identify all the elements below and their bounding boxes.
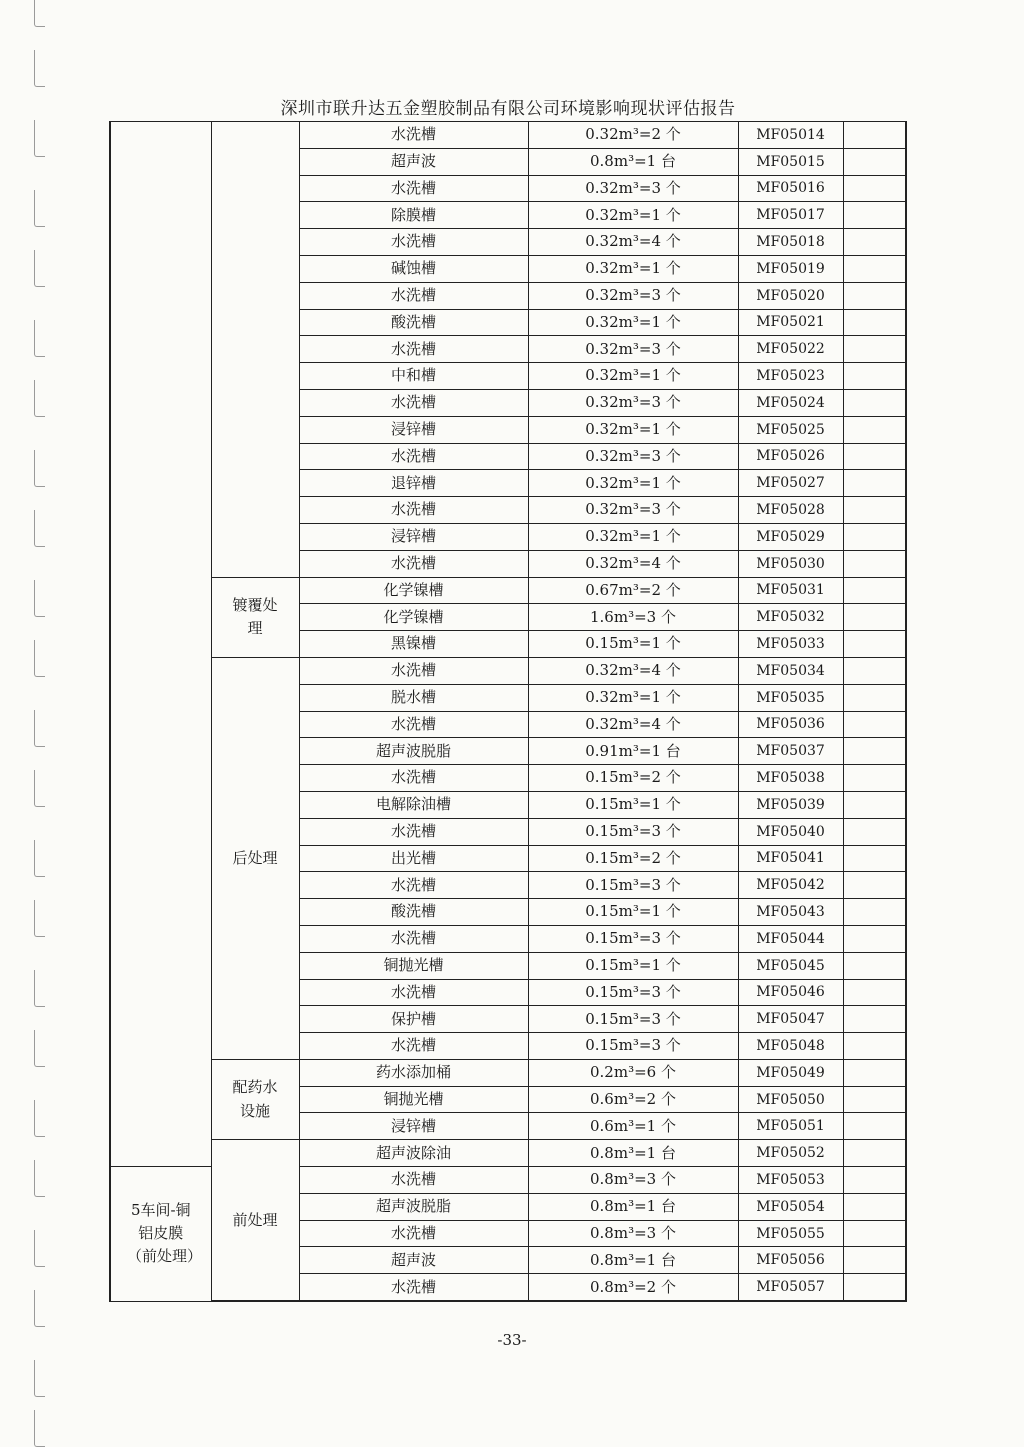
table-row: [110, 122, 906, 149]
remark-cell: [843, 1140, 906, 1167]
equipment-spec-cell: 0.15m³=3 个: [528, 925, 738, 952]
equipment-name-cell: 中和槽: [299, 363, 528, 390]
binding-hole: [34, 770, 45, 807]
equipment-name-cell: 超声波脱脂: [299, 738, 528, 765]
equipment-spec-cell: 0.32m³=1 个: [528, 363, 738, 390]
equipment-name-cell: 水洗槽: [299, 711, 528, 738]
equipment-code-cell: MF05033: [738, 631, 843, 658]
equipment-spec-cell: 0.32m³=1 个: [528, 202, 738, 229]
remark-cell: [843, 818, 906, 845]
equipment-spec-cell: 0.32m³=3 个: [528, 443, 738, 470]
equipment-code-cell: MF05026: [738, 443, 843, 470]
equipment-code-cell: MF05015: [738, 148, 843, 175]
equipment-code-cell: MF05054: [738, 1193, 843, 1220]
equipment-spec-cell: 0.15m³=3 个: [528, 1006, 738, 1033]
remark-cell: [843, 363, 906, 390]
remark-cell: [843, 282, 906, 309]
remark-cell: [843, 416, 906, 443]
equipment-spec-cell: 0.32m³=1 个: [528, 470, 738, 497]
binding-hole: [34, 1360, 45, 1397]
document-title: 深圳市联升达五金塑胶制品有限公司环境影响现状评估报告: [280, 99, 736, 119]
equipment-code-cell: MF05052: [738, 1140, 843, 1167]
equipment-spec-cell: 0.15m³=3 个: [528, 1033, 738, 1060]
binding-hole: [34, 50, 45, 87]
process-group-cell: 后处理: [211, 657, 299, 1059]
equipment-name-cell: 水洗槽: [299, 1220, 528, 1247]
process-group-cell: [211, 122, 299, 578]
binding-hole: [34, 970, 45, 1007]
equipment-spec-cell: 0.8m³=1 台: [528, 1193, 738, 1220]
remark-cell: [843, 229, 906, 256]
process-group-cell: 配药水设施: [211, 1059, 299, 1139]
equipment-table: [109, 121, 907, 1302]
remark-cell: [843, 1033, 906, 1060]
binding-hole: [34, 1290, 45, 1327]
binding-hole: [34, 580, 45, 617]
equipment-spec-cell: 0.32m³=3 个: [528, 175, 738, 202]
equipment-name-cell: 除膜槽: [299, 202, 528, 229]
equipment-spec-cell: 0.15m³=2 个: [528, 845, 738, 872]
equipment-name-cell: 水洗槽: [299, 175, 528, 202]
table-row: [110, 1059, 906, 1086]
remark-cell: [843, 309, 906, 336]
binding-hole: [34, 380, 45, 417]
equipment-spec-cell: 0.67m³=2 个: [528, 577, 738, 604]
binding-hole: [34, 250, 45, 287]
equipment-spec-cell: 0.32m³=4 个: [528, 550, 738, 577]
workshop-group-cell: [110, 122, 211, 1167]
equipment-name-cell: 酸洗槽: [299, 309, 528, 336]
remark-cell: [843, 631, 906, 658]
equipment-spec-cell: 0.32m³=3 个: [528, 336, 738, 363]
equipment-name-cell: 水洗槽: [299, 282, 528, 309]
equipment-spec-cell: 0.15m³=1 个: [528, 899, 738, 926]
remark-cell: [843, 711, 906, 738]
table-row: [110, 657, 906, 684]
remark-cell: [843, 684, 906, 711]
remark-cell: [843, 443, 906, 470]
binding-holes: [30, 0, 54, 1433]
equipment-spec-cell: 0.8m³=2 个: [528, 1274, 738, 1301]
remark-cell: [843, 1167, 906, 1194]
remark-cell: [843, 336, 906, 363]
equipment-code-cell: MF05044: [738, 925, 843, 952]
equipment-spec-cell: 0.15m³=3 个: [528, 979, 738, 1006]
equipment-name-cell: 铜抛光槽: [299, 1086, 528, 1113]
equipment-spec-cell: 0.15m³=1 个: [528, 952, 738, 979]
equipment-code-cell: MF05022: [738, 336, 843, 363]
equipment-name-cell: 酸洗槽: [299, 899, 528, 926]
equipment-code-cell: MF05024: [738, 389, 843, 416]
equipment-name-cell: 碱蚀槽: [299, 255, 528, 282]
equipment-spec-cell: 0.32m³=3 个: [528, 497, 738, 524]
remark-cell: [843, 657, 906, 684]
equipment-name-cell: 水洗槽: [299, 925, 528, 952]
equipment-name-cell: 水洗槽: [299, 550, 528, 577]
remark-cell: [843, 952, 906, 979]
equipment-spec-cell: 0.8m³=1 台: [528, 1140, 738, 1167]
equipment-name-cell: 水洗槽: [299, 229, 528, 256]
equipment-spec-cell: 0.8m³=3 个: [528, 1220, 738, 1247]
equipment-name-cell: 水洗槽: [299, 1033, 528, 1060]
equipment-code-cell: MF05037: [738, 738, 843, 765]
binding-hole: [34, 1030, 45, 1067]
binding-hole: [34, 1100, 45, 1137]
remark-cell: [843, 1220, 906, 1247]
equipment-name-cell: 化学镍槽: [299, 604, 528, 631]
remark-cell: [843, 604, 906, 631]
equipment-spec-cell: 0.15m³=3 个: [528, 818, 738, 845]
remark-cell: [843, 791, 906, 818]
equipment-spec-cell: 0.91m³=1 台: [528, 738, 738, 765]
equipment-name-cell: 浸锌槽: [299, 416, 528, 443]
equipment-spec-cell: 0.32m³=4 个: [528, 711, 738, 738]
equipment-spec-cell: 0.8m³=1 台: [528, 148, 738, 175]
equipment-code-cell: MF05049: [738, 1059, 843, 1086]
table-row: [110, 577, 906, 604]
equipment-name-cell: 化学镍槽: [299, 577, 528, 604]
equipment-spec-cell: 0.32m³=1 个: [528, 416, 738, 443]
equipment-name-cell: 超声波脱脂: [299, 1193, 528, 1220]
equipment-code-cell: MF05046: [738, 979, 843, 1006]
equipment-spec-cell: 0.8m³=3 个: [528, 1167, 738, 1194]
equipment-code-cell: MF05018: [738, 229, 843, 256]
equipment-code-cell: MF05042: [738, 872, 843, 899]
remark-cell: [843, 523, 906, 550]
equipment-name-cell: 水洗槽: [299, 818, 528, 845]
binding-hole: [34, 1230, 45, 1267]
equipment-spec-cell: 0.32m³=1 个: [528, 523, 738, 550]
equipment-name-cell: 水洗槽: [299, 443, 528, 470]
remark-cell: [843, 1086, 906, 1113]
equipment-name-cell: 浸锌槽: [299, 1113, 528, 1140]
binding-hole: [34, 1160, 45, 1197]
remark-cell: [843, 577, 906, 604]
remark-cell: [843, 255, 906, 282]
equipment-code-cell: MF05045: [738, 952, 843, 979]
equipment-name-cell: 水洗槽: [299, 1274, 528, 1301]
remark-cell: [843, 389, 906, 416]
equipment-name-cell: 药水添加桶: [299, 1059, 528, 1086]
binding-hole: [34, 710, 45, 747]
equipment-code-cell: MF05017: [738, 202, 843, 229]
equipment-spec-cell: 0.8m³=1 台: [528, 1247, 738, 1274]
equipment-name-cell: 铜抛光槽: [299, 952, 528, 979]
remark-cell: [843, 148, 906, 175]
equipment-name-cell: 超声波除油: [299, 1140, 528, 1167]
equipment-name-cell: 水洗槽: [299, 765, 528, 792]
page-number: -33-: [497, 1331, 527, 1349]
equipment-spec-cell: 0.32m³=3 个: [528, 282, 738, 309]
equipment-name-cell: 水洗槽: [299, 122, 528, 149]
equipment-spec-cell: 0.32m³=1 个: [528, 309, 738, 336]
equipment-code-cell: MF05020: [738, 282, 843, 309]
equipment-code-cell: MF05025: [738, 416, 843, 443]
equipment-spec-cell: 0.32m³=2 个: [528, 122, 738, 149]
equipment-code-cell: MF05050: [738, 1086, 843, 1113]
equipment-spec-cell: 0.6m³=2 个: [528, 1086, 738, 1113]
equipment-code-cell: MF05038: [738, 765, 843, 792]
equipment-code-cell: MF05053: [738, 1167, 843, 1194]
remark-cell: [843, 979, 906, 1006]
remark-cell: [843, 1247, 906, 1274]
binding-hole: [34, 1410, 45, 1447]
equipment-code-cell: MF05029: [738, 523, 843, 550]
binding-hole: [34, 320, 45, 357]
equipment-name-cell: 浸锌槽: [299, 523, 528, 550]
remark-cell: [843, 872, 906, 899]
process-group-cell: 前处理: [211, 1140, 299, 1301]
equipment-name-cell: 超声波: [299, 148, 528, 175]
remark-cell: [843, 1193, 906, 1220]
workshop-group-cell: 5车间-铜铝皮膜（前处理）: [110, 1167, 211, 1301]
equipment-code-cell: MF05035: [738, 684, 843, 711]
equipment-code-cell: MF05047: [738, 1006, 843, 1033]
remark-cell: [843, 202, 906, 229]
equipment-code-cell: MF05041: [738, 845, 843, 872]
equipment-spec-cell: 0.2m³=6 个: [528, 1059, 738, 1086]
equipment-code-cell: MF05031: [738, 577, 843, 604]
equipment-name-cell: 退锌槽: [299, 470, 528, 497]
remark-cell: [843, 497, 906, 524]
equipment-spec-cell: 0.6m³=1 个: [528, 1113, 738, 1140]
binding-hole: [34, 120, 45, 157]
equipment-spec-cell: 1.6m³=3 个: [528, 604, 738, 631]
equipment-spec-cell: 0.15m³=3 个: [528, 872, 738, 899]
binding-hole: [34, 900, 45, 937]
equipment-spec-cell: 0.15m³=1 个: [528, 791, 738, 818]
equipment-name-cell: 黑镍槽: [299, 631, 528, 658]
remark-cell: [843, 925, 906, 952]
equipment-code-cell: MF05048: [738, 1033, 843, 1060]
equipment-spec-cell: 0.32m³=4 个: [528, 657, 738, 684]
equipment-code-cell: MF05043: [738, 899, 843, 926]
remark-cell: [843, 550, 906, 577]
equipment-code-cell: MF05023: [738, 363, 843, 390]
remark-cell: [843, 738, 906, 765]
equipment-code-cell: MF05036: [738, 711, 843, 738]
equipment-name-cell: 电解除油槽: [299, 791, 528, 818]
equipment-name-cell: 水洗槽: [299, 389, 528, 416]
equipment-spec-cell: 0.32m³=4 个: [528, 229, 738, 256]
binding-hole: [34, 510, 45, 547]
equipment-spec-cell: 0.32m³=1 个: [528, 255, 738, 282]
equipment-code-cell: MF05028: [738, 497, 843, 524]
equipment-code-cell: MF05014: [738, 122, 843, 149]
equipment-name-cell: 超声波: [299, 1247, 528, 1274]
remark-cell: [843, 1059, 906, 1086]
equipment-spec-cell: 0.32m³=1 个: [528, 684, 738, 711]
binding-hole: [34, 450, 45, 487]
equipment-name-cell: 水洗槽: [299, 979, 528, 1006]
equipment-code-cell: MF05034: [738, 657, 843, 684]
equipment-code-cell: MF05056: [738, 1247, 843, 1274]
remark-cell: [843, 845, 906, 872]
equipment-code-cell: MF05051: [738, 1113, 843, 1140]
equipment-name-cell: 水洗槽: [299, 1167, 528, 1194]
equipment-code-cell: MF05016: [738, 175, 843, 202]
remark-cell: [843, 899, 906, 926]
equipment-name-cell: 脱水槽: [299, 684, 528, 711]
equipment-code-cell: MF05030: [738, 550, 843, 577]
equipment-name-cell: 水洗槽: [299, 872, 528, 899]
remark-cell: [843, 765, 906, 792]
binding-hole: [34, 0, 45, 27]
equipment-spec-cell: 0.15m³=1 个: [528, 631, 738, 658]
equipment-name-cell: 水洗槽: [299, 657, 528, 684]
remark-cell: [843, 122, 906, 149]
equipment-code-cell: MF05039: [738, 791, 843, 818]
equipment-code-cell: MF05019: [738, 255, 843, 282]
remark-cell: [843, 1006, 906, 1033]
equipment-name-cell: 水洗槽: [299, 497, 528, 524]
equipment-name-cell: 出光槽: [299, 845, 528, 872]
equipment-code-cell: MF05057: [738, 1274, 843, 1301]
remark-cell: [843, 1113, 906, 1140]
equipment-name-cell: 保护槽: [299, 1006, 528, 1033]
equipment-code-cell: MF05040: [738, 818, 843, 845]
table-row: [110, 1140, 906, 1167]
equipment-spec-cell: 0.15m³=2 个: [528, 765, 738, 792]
remark-cell: [843, 175, 906, 202]
equipment-code-cell: MF05027: [738, 470, 843, 497]
equipment-code-cell: MF05021: [738, 309, 843, 336]
equipment-spec-cell: 0.32m³=3 个: [528, 389, 738, 416]
process-group-cell: 镀覆处理: [211, 577, 299, 657]
binding-hole: [34, 190, 45, 227]
binding-hole: [34, 840, 45, 877]
remark-cell: [843, 1274, 906, 1301]
remark-cell: [843, 470, 906, 497]
equipment-code-cell: MF05055: [738, 1220, 843, 1247]
equipment-code-cell: MF05032: [738, 604, 843, 631]
binding-hole: [34, 640, 45, 677]
equipment-name-cell: 水洗槽: [299, 336, 528, 363]
